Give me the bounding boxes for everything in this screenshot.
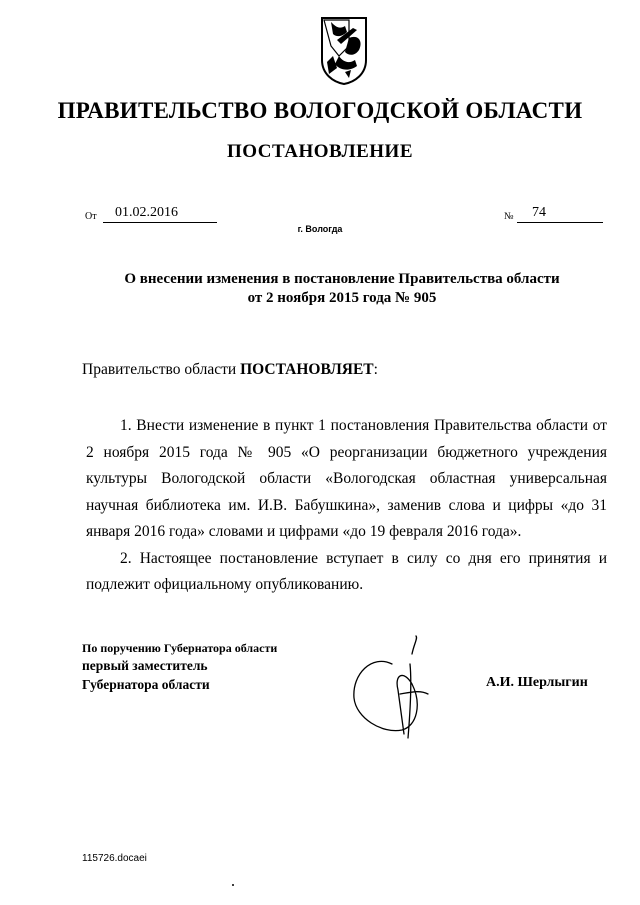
signature-block — [82, 640, 277, 694]
handwritten-signature — [342, 634, 442, 744]
document-subject — [80, 270, 604, 308]
city: г. Вологда — [297, 224, 343, 234]
paragraph-1: 1. Внести изменение в пункт 1 постановления Правительства области от 2 ноября 2015 года № 905 «О реорганизации бюджетного учреждения культуры Вологодской области «Вологодская областная универсальная научная библиотека им. И.В. Бабушкина», заменив слова и цифры «до 31 января 2016 года» словами и цифрами «до 19 февраля 2016 года». — [86, 417, 607, 540]
number-label: № — [504, 211, 514, 222]
decree-verb: ПОСТАНОВЛЯЕТ — [240, 361, 374, 378]
decree-statement — [82, 361, 378, 379]
document-type: ПОСТАНОВЛЕНИЕ — [226, 141, 414, 162]
subject-line-2: от 2 ноября 2015 года № 905 — [247, 290, 437, 306]
signature-line-2: первый заместитель — [82, 658, 208, 673]
document-number: 74 — [517, 204, 603, 223]
document-date: 01.02.2016 — [103, 204, 217, 223]
date-label: От — [85, 211, 97, 222]
government-name: ПРАВИТЕЛЬСТВО ВОЛОГОДСКОЙ ОБЛАСТИ — [57, 98, 583, 123]
signer-name: А.И. Шерлыгин — [486, 675, 588, 690]
coat-of-arms-icon — [319, 16, 369, 86]
scan-dot — [232, 884, 234, 886]
file-reference: 115726.docaei — [82, 853, 147, 864]
signature-line-1: По поручению Губернатора области — [82, 641, 278, 655]
decree-suffix: : — [373, 361, 378, 378]
document-body — [86, 413, 607, 599]
subject-line-1: О внесении изменения в постановление Правительства области — [124, 271, 560, 287]
signature-line-3: Губернатора области — [82, 677, 210, 692]
paragraph-2: 2. Настоящее постановление вступает в силу со дня его принятия и подлежит официальному опубликованию. — [86, 549, 607, 593]
decree-prefix: Правительство области — [82, 361, 237, 378]
